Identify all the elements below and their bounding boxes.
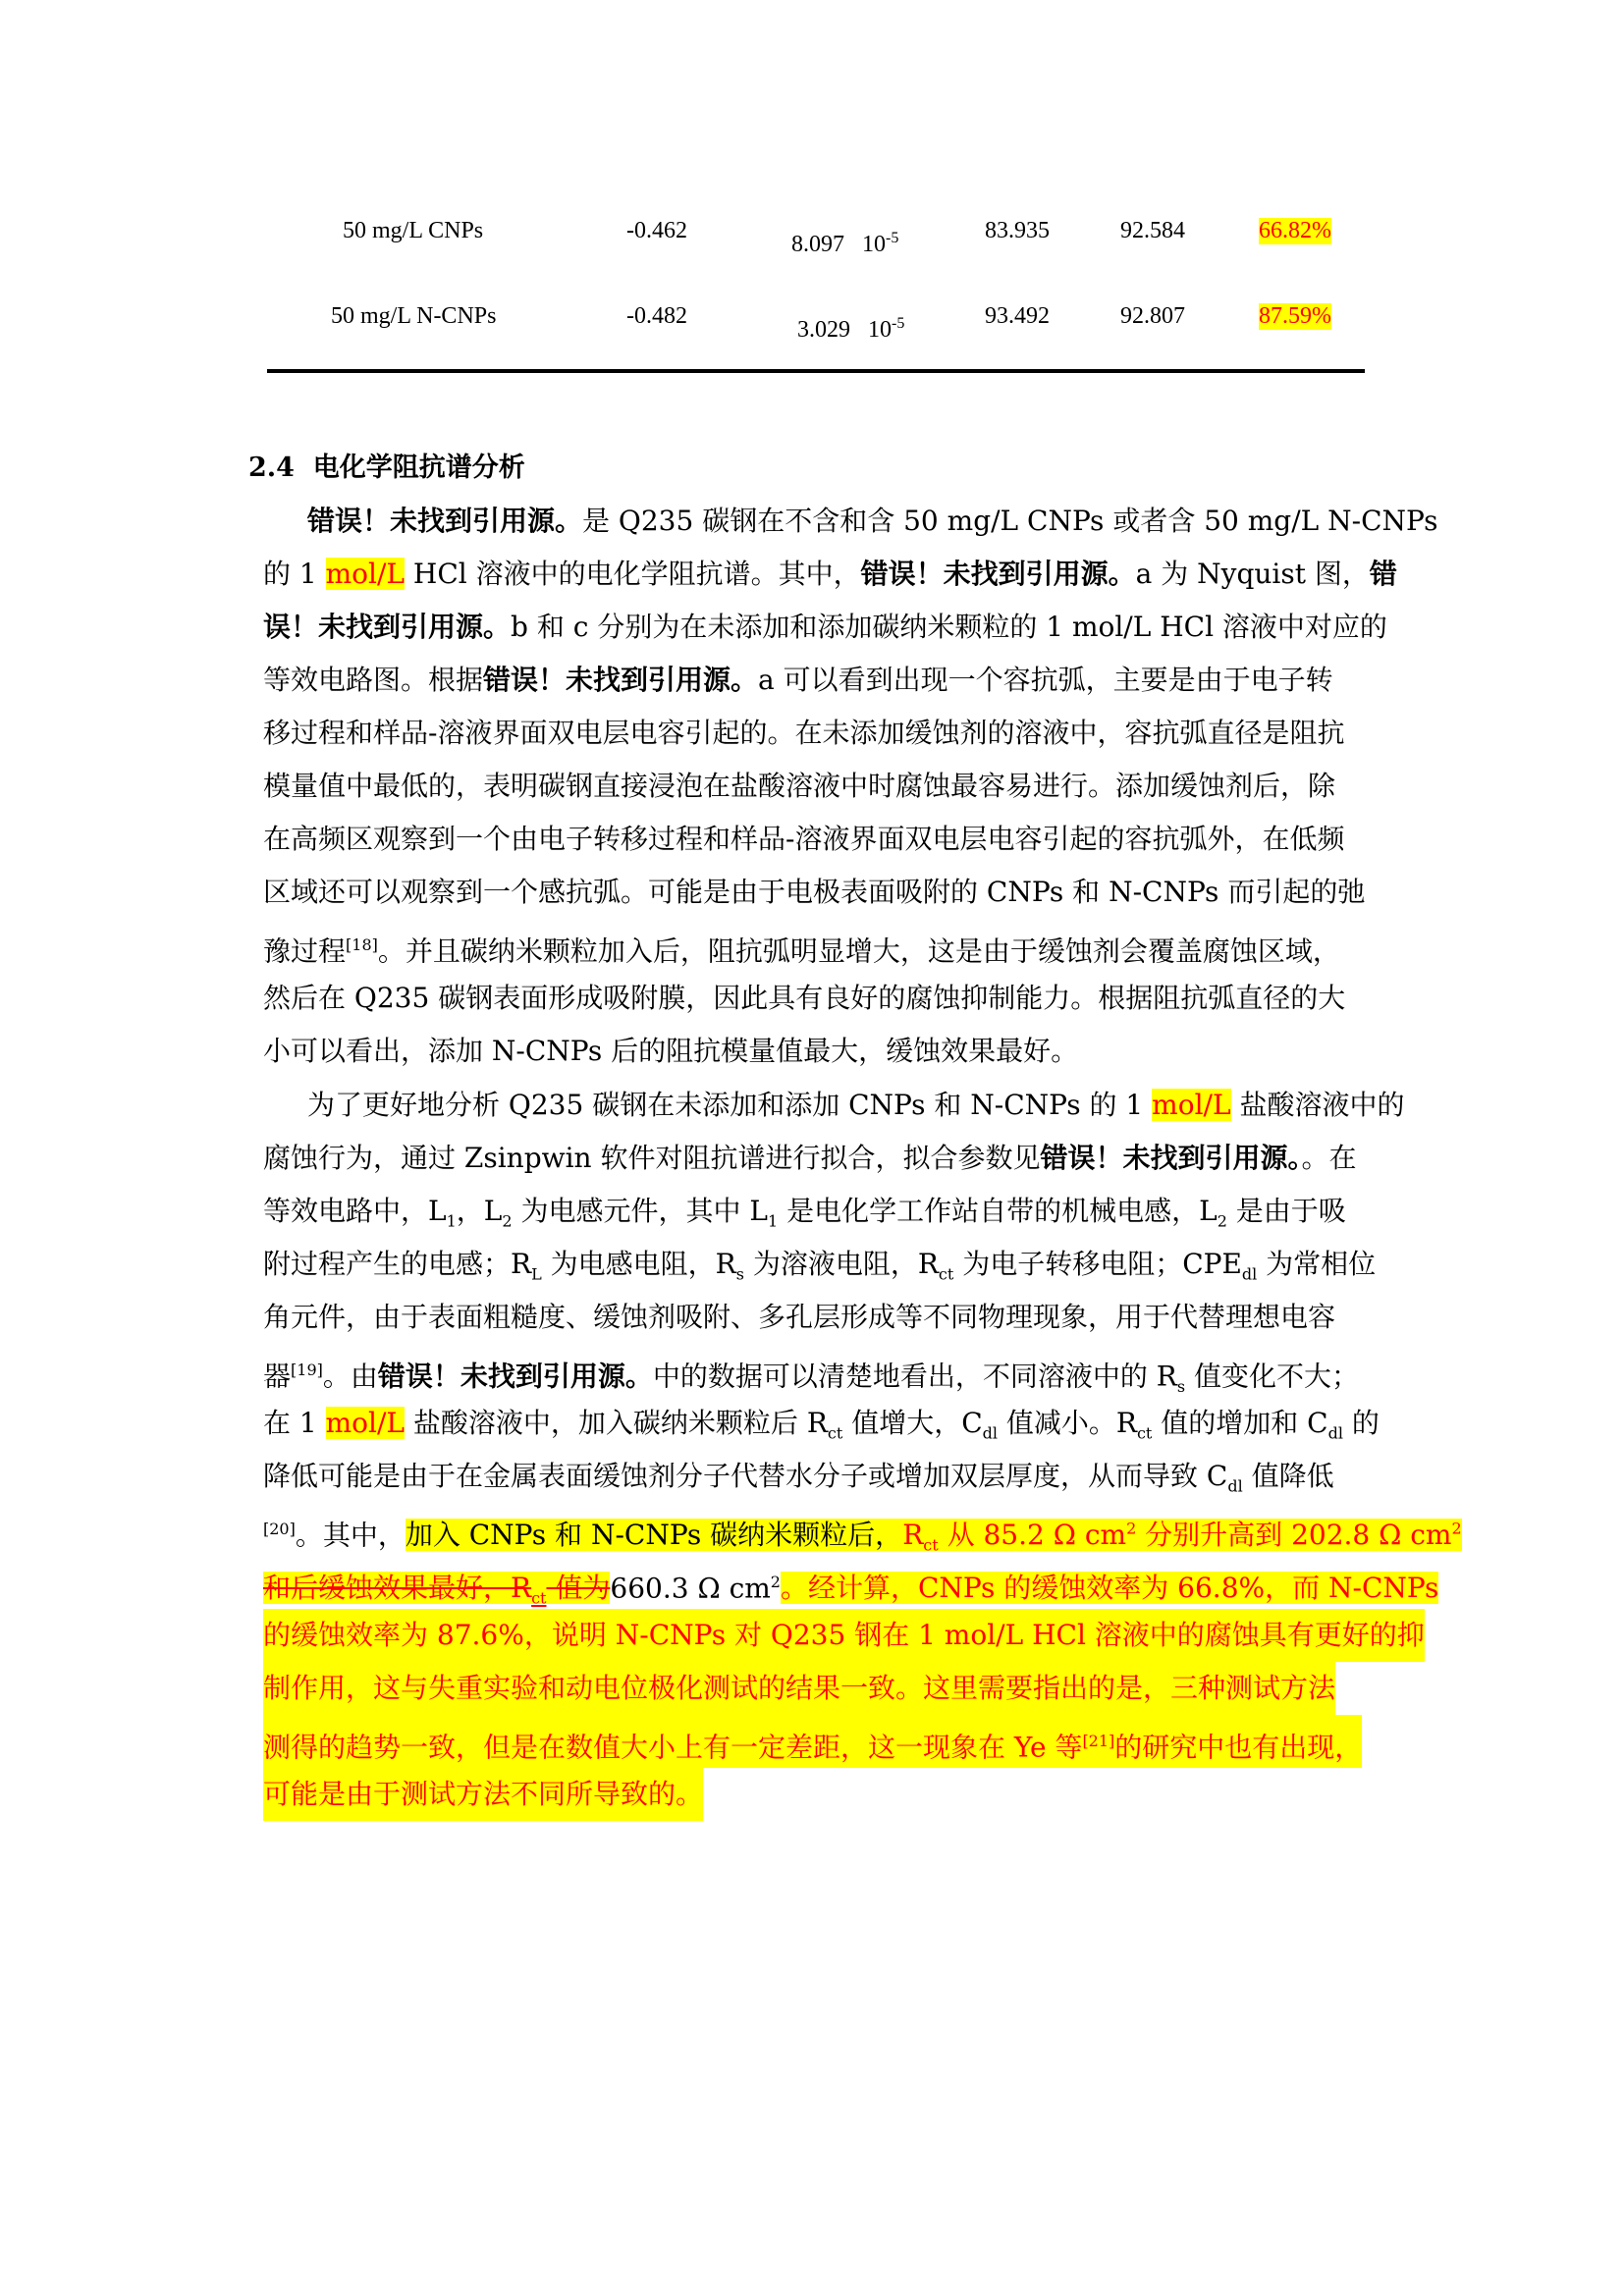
table-row <box>0 299 1624 358</box>
ref-error: 错误！未找到引用源。 <box>1040 1142 1302 1174</box>
ref-error: 错误！未找到引用源。 <box>307 505 583 537</box>
text-line: 错误！未找到引用源。 是 Q235 碳钢在不含和含 50 mg/L CNPs 或者含 50 mg/L N-CNPs <box>263 495 1385 548</box>
text-line: 模量值中最低的，表明碳钢直接浸泡在盐酸溶液中时腐蚀最容易进行。添加缓蚀剂后，除 <box>263 770 1336 802</box>
deleted-text: 和后缓蚀效果最好，$R_{ct}$ 值为 <box>263 1572 611 1608</box>
row-bc: 92.807 <box>1120 303 1185 329</box>
text-line: 制作用，这与失重实验和动电位极化测试的结果一致。这里需要指出的是，三种测试方法 <box>263 1662 1385 1715</box>
highlight: 加入 CNPs 和 N-CNPs 碳纳米颗粒后， <box>405 1519 903 1552</box>
paragraph-2 <box>263 1079 1462 1821</box>
citation: [18] <box>346 935 378 954</box>
row-icorr: 3.029 $10^{-5}$ <box>797 315 905 343</box>
text-line: 降低可能是由于在金属表面缓蚀剂分子代替水分子或增加双层厚度，从而导致 $C_{dl}$ 值降低 <box>263 1460 1334 1496</box>
ref-error: 错误！未找到引用源。 <box>860 558 1136 590</box>
text-line: 误！未找到引用源。b 和 c 分别为在未添加和添加碳纳米颗粒的 1 mol/L HCl 溶液中对应的 <box>263 611 1387 643</box>
section-title: 电化学阻抗谱分析 <box>312 453 525 483</box>
text-line: 的缓蚀效率为 87.6%，说明 N-CNPs 对 Q235 钢在 1 mol/L HCl 溶液中的腐蚀具有更好的抑 <box>263 1609 1385 1662</box>
row-efficiency: 87.59% <box>1259 303 1331 329</box>
row-ecorr: -0.482 <box>626 303 687 329</box>
text-line: 等效电路中，$L_1$，$L_2$ 为电感元件，其中 $L_1$ 是电化学工作站自带的机械电感，$L_2$ 是由于吸 <box>263 1195 1346 1231</box>
row-icorr: 8.097 $10^{-5}$ <box>791 230 899 257</box>
citation: [21] <box>1082 1732 1115 1750</box>
row-bc: 92.584 <box>1120 218 1185 243</box>
row-ba: 93.492 <box>985 303 1050 329</box>
ref-error: 误！未找到引用源。 <box>263 611 512 643</box>
text-line: 区域还可以观察到一个感抗弧。可能是由于电极表面吸附的 CNPs 和 N-CNPs 而引起的弛 <box>263 876 1366 908</box>
text-line: 等效电路图。根据错误！未找到引用源。a 可以看到出现一个容抗弧，主要是由于电子转 <box>263 664 1333 696</box>
section-number: 2.4 <box>248 453 295 483</box>
text-line: 在高频区观察到一个由电子转移过程和样品-溶液界面双电层电容引起的容抗弧外，在低频 <box>263 823 1345 855</box>
text-line: 角元件，由于表面粗糙度、缓蚀剂吸附、多孔层形成等不同物理现象，用于代替理想电容 <box>263 1301 1336 1333</box>
row-ecorr: -0.462 <box>626 218 687 243</box>
citation: [20] <box>263 1520 296 1538</box>
text-line: [20]。其中，加入 CNPs 和 N-CNPs 碳纳米颗粒后，$R_{ct}$ 从 85.2 Ω $cm^2$ 分别升高到 202.8 Ω $cm^2$ <box>263 1519 1462 1555</box>
text-line: 移过程和样品-溶液界面双电层电容引起的。在未添加缓蚀剂的溶液中，容抗弧直径是阻抗 <box>263 717 1345 749</box>
highlight: mol/L <box>325 1407 406 1439</box>
table-row <box>0 214 1624 273</box>
row-efficiency: 66.82% <box>1259 218 1331 243</box>
text-line: 然后在 Q235 碳钢表面形成吸附膜，因此具有良好的腐蚀抑制能力。根据阻抗弧直径的大 <box>263 982 1346 1014</box>
text-line: 可能是由于测试方法不同所导致的。 <box>263 1768 1385 1821</box>
ref-error: 错误！未找到引用源。 <box>377 1360 653 1393</box>
table-bottom-rule <box>267 369 1365 373</box>
ref-error: 错误！未找到引用源。 <box>483 664 759 696</box>
text-line: 豫过程[18]。并且碳纳米颗粒加入后，阻抗弧明显增大，这是由于缓蚀剂会覆盖腐蚀区域， <box>263 934 1340 968</box>
text-line: 腐蚀行为，通过 Zsinpwin 软件对阻抗谱进行拟合，拟合参数见错误！未找到引用源。。在 <box>263 1142 1357 1174</box>
text-line: 的 1 mol/L HCl 溶液中的电化学阻抗谱。其中，错误！未找到引用源。a 为 Nyquist 图，错 <box>263 558 1397 590</box>
text-line: 为了更好地分析 Q235 碳钢在未添加和添加 CNPs 和 N-CNPs 的 1 mol/L 盐酸溶液中的 <box>307 1089 1405 1121</box>
text-line: 在 1 mol/L 盐酸溶液中，加入碳纳米颗粒后 $R_{ct}$ 值增大，$C_{dl}$ 值减小。$R_{ct}$ 值的增加和 $C_{dl}$ 的 <box>263 1407 1380 1443</box>
text-line: 器[19]。由错误！未找到引用源。中的数据可以清楚地看出，不同溶液中的 $R_s$ 值变化不大； <box>263 1360 1360 1396</box>
section-heading <box>248 446 525 484</box>
row-name: 50 mg/L CNPs <box>343 218 484 243</box>
text-line: 测得的趋势一致，但是在数值大小上有一定差距，这一现象在 Ye 等[21]的研究中也有出现， <box>263 1715 1385 1768</box>
highlight: mol/L <box>325 558 406 590</box>
text-line: 小可以看出，添加 N-CNPs 后的阻抗模量值最大，缓蚀效果最好。 <box>263 1035 1079 1067</box>
highlight: mol/L <box>1152 1089 1231 1121</box>
row-name: 50 mg/L N-CNPs <box>331 303 497 329</box>
paragraph-1 <box>263 495 1438 1078</box>
citation: [19] <box>291 1361 323 1379</box>
text-line: 附过程产生的电感；$R_L$ 为电感电阻，$R_s$ 为溶液电阻，$R_{ct}$ 为电子转移电阻；$CPE_{dl}$ 为常相位 <box>263 1248 1377 1284</box>
text-line: 和后缓蚀效果最好，$R_{ct}$ 值为660.3 Ω $cm^2$。经计算，CNPs 的缓蚀效率为 66.8%，而 N-CNPs <box>263 1572 1439 1608</box>
row-ba: 83.935 <box>985 218 1050 243</box>
